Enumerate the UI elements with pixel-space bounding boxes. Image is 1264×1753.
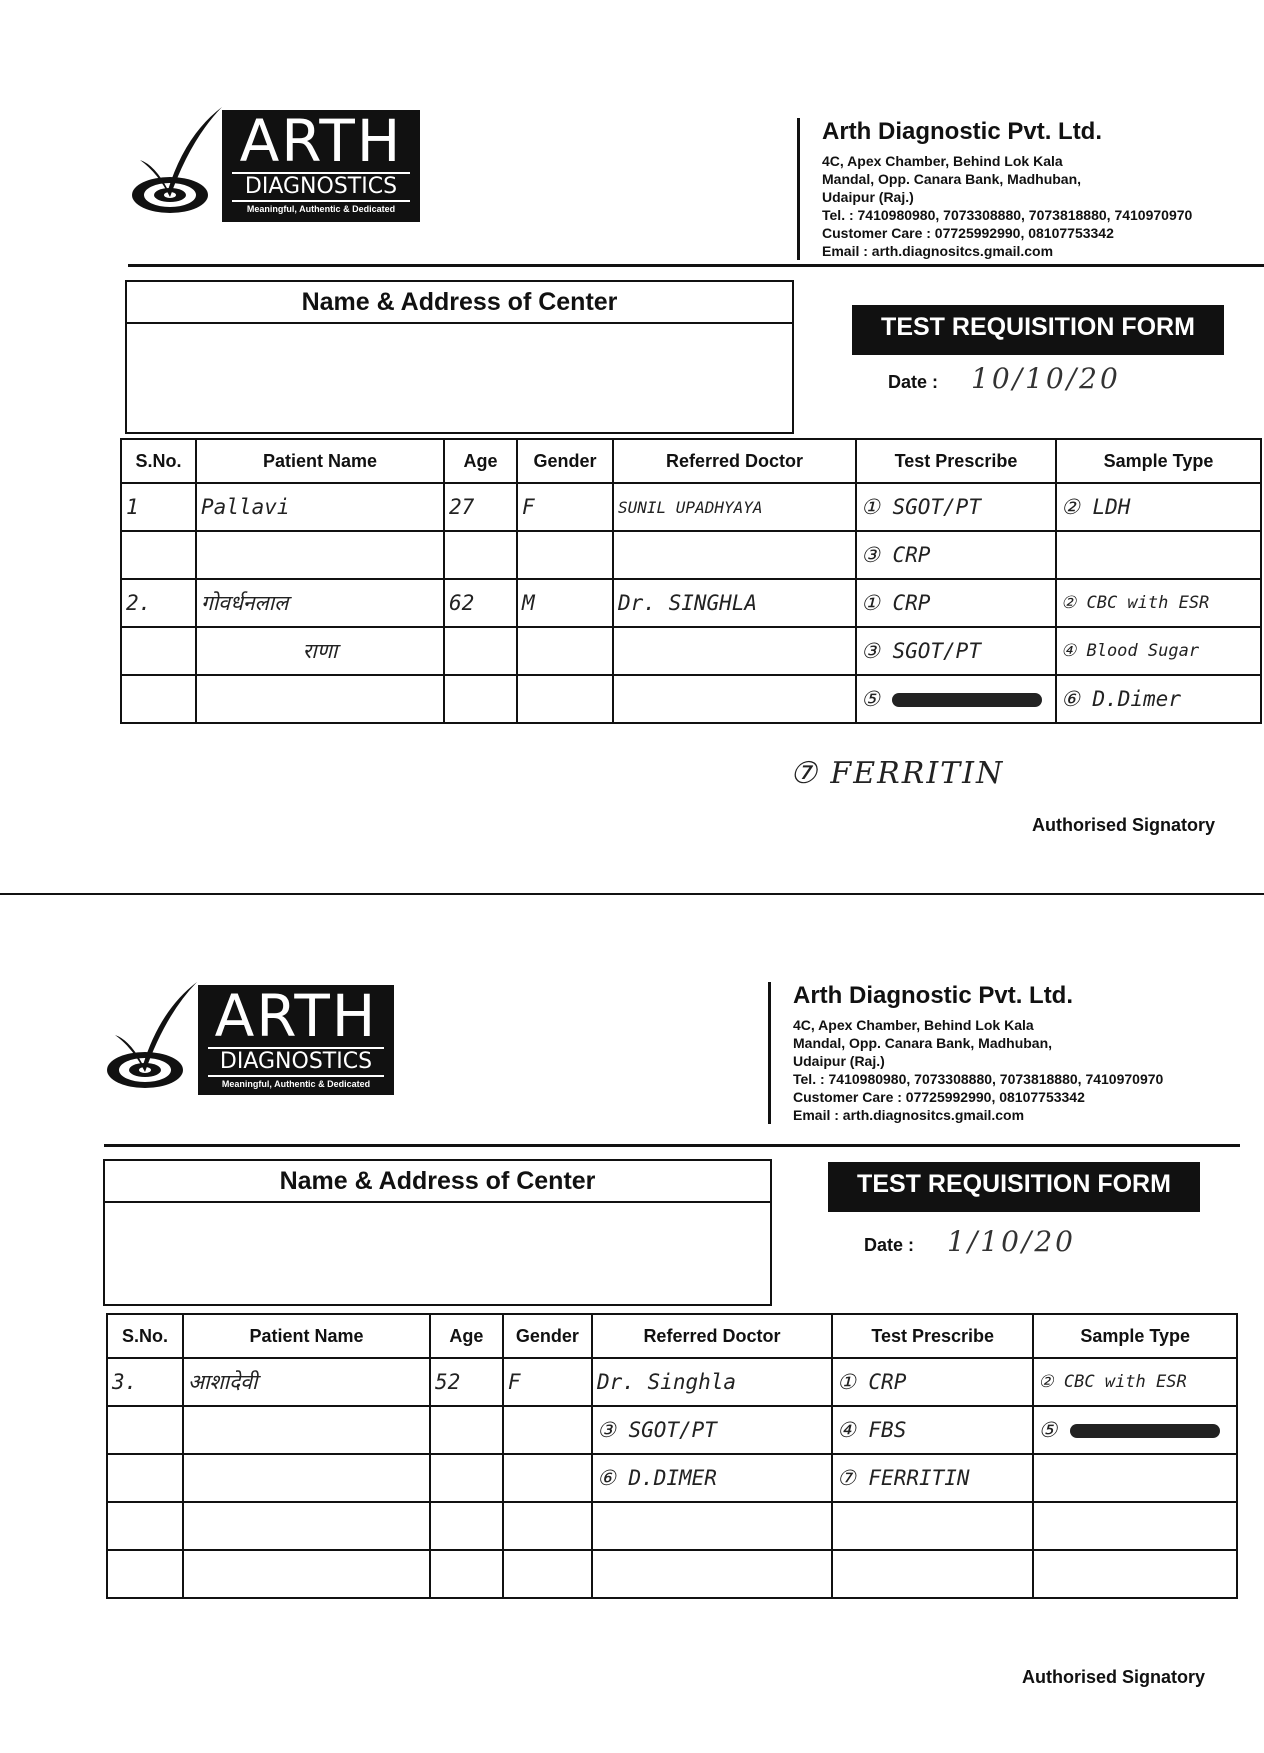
scribble-mark — [1070, 1424, 1220, 1438]
cell-gender — [503, 1502, 592, 1550]
logo — [222, 107, 420, 222]
logo-subtitle: DIAGNOSTICS — [208, 1047, 384, 1077]
cell-sno — [121, 531, 196, 579]
table-row — [121, 483, 1261, 531]
cell-referred-doctor: SUNIL UPADHYAYA — [613, 483, 856, 531]
cell-referred-doctor: ③ SGOT/PT — [592, 1406, 832, 1454]
table-row — [121, 627, 1261, 675]
center-title: Name & Address of Center — [127, 282, 792, 324]
cell-sample: ② CBC with ESR — [1033, 1358, 1237, 1406]
cell-test: ④ FBS — [832, 1406, 1033, 1454]
cell-sno: 2. — [121, 579, 196, 627]
cell-test — [856, 675, 1056, 723]
col-sample-type: Sample Type — [1056, 439, 1261, 483]
cell-gender — [517, 675, 613, 723]
date-row — [864, 1225, 1076, 1258]
cell-test — [832, 1550, 1033, 1598]
address-line: Udaipur (Raj.) — [822, 189, 914, 205]
header-divider — [128, 264, 1264, 267]
date-label: Date : — [888, 372, 939, 392]
table-row — [107, 1406, 1237, 1454]
col-sno: S.No. — [107, 1314, 183, 1358]
cell-age — [444, 531, 517, 579]
scribble-mark — [892, 693, 1042, 707]
cell-sno: 1 — [121, 483, 196, 531]
table-header — [121, 439, 1261, 483]
cell-sno — [107, 1550, 183, 1598]
date-value: 10/10/20 — [971, 362, 1121, 395]
patient-table — [106, 1313, 1238, 1599]
col-test-prescribe: Test Prescribe — [832, 1314, 1033, 1358]
cell-gender — [503, 1454, 592, 1502]
col-age: Age — [444, 439, 517, 483]
table-row — [107, 1454, 1237, 1502]
cell-gender: F — [503, 1358, 592, 1406]
logo — [198, 982, 394, 1095]
center-address-box — [103, 1159, 772, 1306]
date-row — [888, 362, 1121, 395]
cell-gender — [503, 1406, 592, 1454]
cell-test: ① SGOT/PT — [856, 483, 1056, 531]
cell-test — [832, 1502, 1033, 1550]
cell-sample — [1033, 1502, 1237, 1550]
cell-patient-name: गोवर्धनलाल — [196, 579, 444, 627]
center-title: Name & Address of Center — [105, 1161, 770, 1203]
table-row — [107, 1550, 1237, 1598]
col-sample-type: Sample Type — [1033, 1314, 1237, 1358]
test-number: ⑤ — [1038, 1418, 1058, 1442]
telephone: Tel. : 7410980980, 7073308880, 7073818880, 7410970970 — [793, 1071, 1164, 1087]
col-gender: Gender — [503, 1314, 592, 1358]
cell-gender — [517, 531, 613, 579]
cell-sample — [1056, 531, 1261, 579]
cell-age: 52 — [430, 1358, 503, 1406]
cell-patient-name — [183, 1502, 430, 1550]
cell-sample — [1033, 1550, 1237, 1598]
cell-sample: ② CBC with ESR — [1056, 579, 1261, 627]
cell-age — [430, 1550, 503, 1598]
table-row — [121, 675, 1261, 723]
cell-patient-name — [183, 1454, 430, 1502]
cell-sno: 3. — [107, 1358, 183, 1406]
cell-sno — [107, 1502, 183, 1550]
col-patient-name: Patient Name — [196, 439, 444, 483]
table-row — [107, 1358, 1237, 1406]
cell-sample — [1033, 1454, 1237, 1502]
col-referred-doctor: Referred Doctor — [613, 439, 856, 483]
company-info — [768, 982, 1163, 1124]
authorised-signatory: Authorised Signatory — [1032, 815, 1216, 835]
date-value: 1/10/20 — [947, 1225, 1076, 1258]
logo-tagline: Meaningful, Authentic & Dedicated — [221, 1079, 371, 1089]
cell-age — [444, 627, 517, 675]
cell-referred-doctor — [613, 627, 856, 675]
cell-gender: M — [517, 579, 613, 627]
col-patient-name: Patient Name — [183, 1314, 430, 1358]
form-title: TEST REQUISITION FORM — [828, 1162, 1200, 1212]
form-title: TEST REQUISITION FORM — [852, 305, 1224, 355]
cell-sample: ⑥ D.Dimer — [1056, 675, 1261, 723]
address-line: Mandal, Opp. Canara Bank, Madhuban, — [822, 171, 1082, 187]
logo-title: ARTH — [214, 982, 378, 1050]
cell-referred-doctor: Dr. SINGHLA — [613, 579, 856, 627]
cell-patient-name — [183, 1550, 430, 1598]
col-gender: Gender — [517, 439, 613, 483]
cell-patient-name: Pallavi — [196, 483, 444, 531]
cell-gender: F — [517, 483, 613, 531]
cell-gender — [517, 627, 613, 675]
date-label: Date : — [864, 1235, 915, 1255]
logo-title: ARTH — [239, 107, 403, 175]
address-line: 4C, Apex Chamber, Behind Lok Kala — [822, 153, 1063, 169]
header-divider — [104, 1144, 1240, 1147]
cell-referred-doctor — [592, 1502, 832, 1550]
cell-sno — [107, 1454, 183, 1502]
cell-referred-doctor — [613, 531, 856, 579]
cell-gender — [503, 1550, 592, 1598]
col-sno: S.No. — [121, 439, 196, 483]
cell-age — [430, 1454, 503, 1502]
patient-table — [120, 438, 1262, 724]
address-line: Udaipur (Raj.) — [793, 1053, 885, 1069]
cell-referred-doctor: Dr. Singhla — [592, 1358, 832, 1406]
logo-tagline: Meaningful, Authentic & Dedicated — [246, 204, 396, 214]
cell-test: ③ SGOT/PT — [856, 627, 1056, 675]
col-referred-doctor: Referred Doctor — [592, 1314, 832, 1358]
table-row — [107, 1502, 1237, 1550]
col-age: Age — [430, 1314, 503, 1358]
cell-patient-name: आशादेवी — [183, 1358, 430, 1406]
address-line: 4C, Apex Chamber, Behind Lok Kala — [793, 1017, 1034, 1033]
cell-sno — [107, 1406, 183, 1454]
handwritten-extra-test: ⑦ FERRITIN — [790, 756, 1005, 791]
table-row — [121, 531, 1261, 579]
company-name: Arth Diagnostic Pvt. Ltd. — [822, 118, 1103, 145]
cell-test: ① CRP — [856, 579, 1056, 627]
cell-age: 27 — [444, 483, 517, 531]
cell-age — [444, 675, 517, 723]
customer-care: Customer Care : 07725992990, 08107753342 — [793, 1089, 1085, 1105]
cell-patient-name — [183, 1406, 430, 1454]
cell-age — [430, 1406, 503, 1454]
cell-patient-name: राणा — [196, 627, 444, 675]
cell-sno — [121, 627, 196, 675]
company-name: Arth Diagnostic Pvt. Ltd. — [793, 982, 1074, 1009]
table-row — [121, 579, 1261, 627]
email: Email : arth.diagnositcs.gmail.com — [793, 1107, 1025, 1123]
cell-referred-doctor — [592, 1550, 832, 1598]
cell-sample: ④ Blood Sugar — [1056, 627, 1261, 675]
cell-age — [430, 1502, 503, 1550]
cell-test: ③ CRP — [856, 531, 1056, 579]
cell-test: ⑦ FERRITIN — [832, 1454, 1033, 1502]
cell-age: 62 — [444, 579, 517, 627]
customer-care: Customer Care : 07725992990, 08107753342 — [822, 225, 1114, 241]
table-header — [107, 1314, 1237, 1358]
address-line: Mandal, Opp. Canara Bank, Madhuban, — [793, 1035, 1053, 1051]
target-check-icon — [105, 980, 205, 1090]
test-number: ⑤ — [861, 687, 880, 711]
company-info — [797, 118, 1192, 260]
col-test-prescribe: Test Prescribe — [856, 439, 1056, 483]
requisition-form-2 — [0, 872, 1264, 1752]
cell-test: ① CRP — [832, 1358, 1033, 1406]
cell-patient-name — [196, 675, 444, 723]
cell-patient-name — [196, 531, 444, 579]
cell-sample — [1033, 1406, 1237, 1454]
cell-referred-doctor — [613, 675, 856, 723]
telephone: Tel. : 7410980980, 7073308880, 7073818880, 7410970970 — [822, 207, 1193, 223]
target-check-icon — [130, 105, 230, 215]
cell-sample: ② LDH — [1056, 483, 1261, 531]
logo-subtitle: DIAGNOSTICS — [232, 172, 410, 202]
center-address-box — [125, 280, 794, 434]
cell-referred-doctor: ⑥ D.DIMER — [592, 1454, 832, 1502]
cell-sno — [121, 675, 196, 723]
email: Email : arth.diagnositcs.gmail.com — [822, 243, 1054, 259]
authorised-signatory: Authorised Signatory — [1022, 1667, 1206, 1687]
